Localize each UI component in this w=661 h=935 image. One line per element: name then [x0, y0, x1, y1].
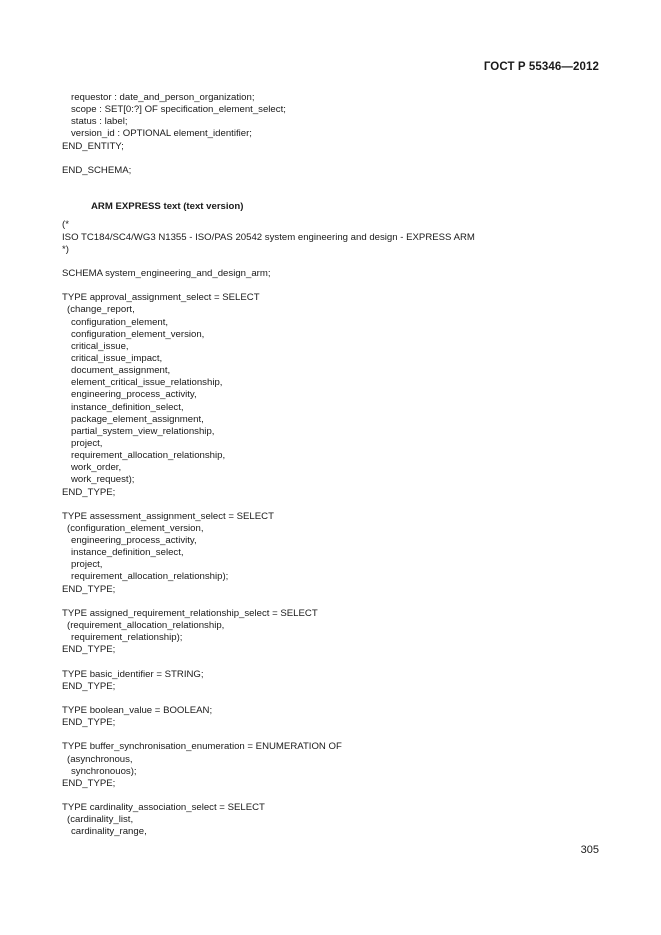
code-line: requirement_allocation_relationship,	[71, 450, 226, 462]
code-line: (asynchronous,	[67, 753, 133, 765]
code-line: synchronouos);	[71, 765, 137, 777]
comment-line: ISO TC184/SC4/WG3 N1355 - ISO/PAS 20542 system engineering and design - EXPRESS ARM	[62, 231, 475, 243]
code-line: END_TYPE;	[62, 680, 116, 692]
blank-line	[62, 693, 622, 705]
code-line: element_critical_issue_relationship,	[71, 377, 223, 389]
code-line: (requirement_allocation_relationship,	[67, 620, 225, 632]
page-number: 305	[580, 844, 599, 856]
code-line: TYPE boolean_value = BOOLEAN;	[62, 705, 213, 717]
blank-line	[62, 656, 622, 668]
comment-line: (*	[62, 219, 69, 231]
code-line: TYPE cardinality_association_select = SELECT	[62, 802, 265, 814]
code-line: engineering_process_activity,	[71, 389, 197, 401]
blank-line	[62, 596, 622, 608]
code-line: END_ENTITY;	[62, 140, 124, 152]
blank-line	[62, 153, 622, 165]
code-line: document_assignment,	[71, 365, 171, 377]
blank-line	[62, 189, 622, 201]
code-line: END_TYPE;	[62, 486, 116, 498]
code-line: critical_issue_impact,	[71, 352, 163, 364]
blank-line	[62, 790, 622, 802]
code-line: TYPE assigned_requirement_relationship_select = SELECT	[62, 607, 318, 619]
code-line: requirement_relationship);	[71, 632, 183, 644]
section-heading: ARM EXPRESS text (text version)	[91, 201, 244, 213]
code-line: requestor : date_and_person_organization;	[71, 92, 255, 103]
express-code-block	[62, 92, 622, 839]
code-line: (cardinality_list,	[67, 814, 134, 826]
code-line: TYPE basic_identifier = STRING;	[62, 668, 204, 680]
code-line: package_element_assignment,	[71, 413, 204, 425]
blank-line	[62, 729, 622, 741]
code-line: END_SCHEMA;	[62, 164, 132, 176]
code-line: configuration_element_version,	[71, 328, 205, 340]
blank-line	[62, 280, 622, 292]
code-line: configuration_element,	[71, 316, 169, 328]
code-line: partial_system_view_relationship,	[71, 425, 215, 437]
code-line: (configuration_element_version,	[67, 522, 204, 534]
code-line: project,	[71, 559, 103, 571]
code-line: instance_definition_select,	[71, 401, 184, 413]
code-line: scope : SET[0:?] OF specification_element_select;	[71, 104, 286, 116]
code-line: END_TYPE;	[62, 583, 116, 595]
blank-line	[62, 499, 622, 511]
code-line: cardinality_range,	[71, 826, 147, 838]
code-line: project,	[71, 437, 103, 449]
code-line: instance_definition_select,	[71, 547, 184, 559]
code-line: END_TYPE;	[62, 717, 116, 729]
code-line: END_TYPE;	[62, 644, 116, 656]
code-line: status : label;	[71, 116, 128, 128]
code-line: TYPE approval_assignment_select = SELECT	[62, 292, 260, 304]
blank-line	[62, 177, 622, 189]
code-line: version_id : OPTIONAL element_identifier;	[71, 128, 252, 140]
code-line: work_request);	[71, 474, 135, 486]
code-line: END_TYPE;	[62, 777, 116, 789]
code-line: work_order,	[71, 462, 122, 474]
code-line: (change_report,	[67, 304, 135, 316]
standard-header: ГОСТ Р 55346—2012	[483, 61, 599, 73]
code-line: engineering_process_activity,	[71, 535, 197, 547]
code-line: requirement_allocation_relationship);	[71, 571, 229, 583]
code-line: critical_issue,	[71, 340, 129, 352]
code-line: SCHEMA system_engineering_and_design_arm;	[62, 267, 271, 279]
comment-line: *)	[62, 243, 69, 255]
code-line: TYPE buffer_synchronisation_enumeration = ENUMERATION OF	[62, 741, 342, 753]
blank-line	[62, 256, 622, 268]
code-line: TYPE assessment_assignment_select = SELECT	[62, 510, 274, 522]
